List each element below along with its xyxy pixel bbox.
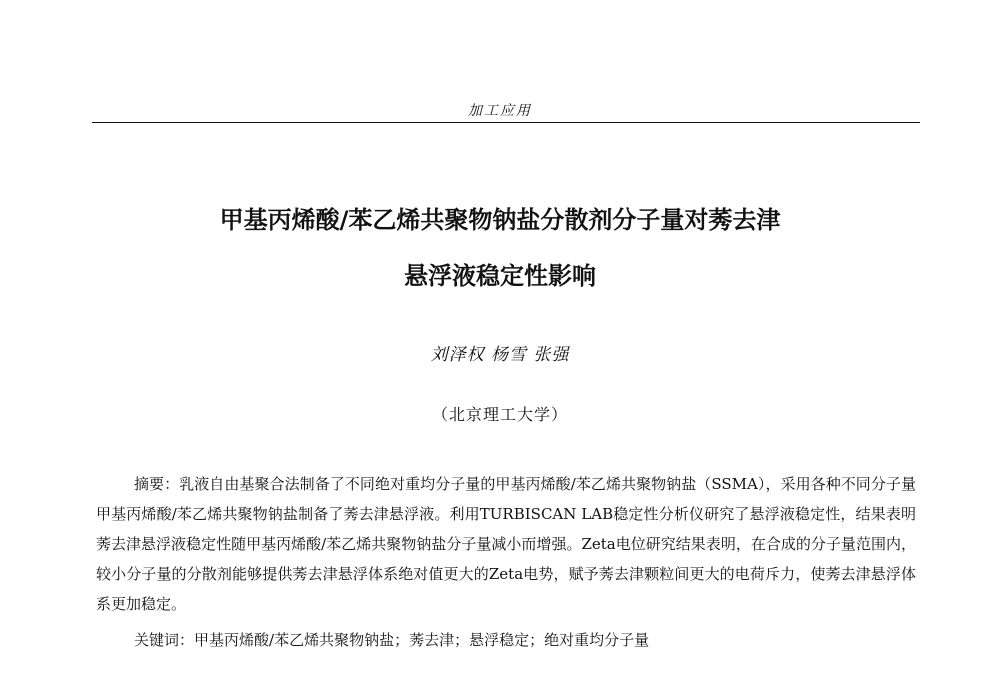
abstract-label: 摘要： bbox=[134, 475, 180, 493]
keywords bbox=[134, 628, 916, 652]
abstract-text: 乳液自由基聚合法制备了不同绝对重均分子量的甲基丙烯酸/苯乙烯共聚物钠盐（SSMA），采用各种不同分子量甲基丙烯酸/苯乙烯共聚物钠盐制备了莠去津悬浮液。利用TURBISCAN LAB稳定性分析仪研究了悬浮液稳定性，结果表明莠去津悬浮液稳定性随甲基丙烯酸/苯乙烯共聚物钠盐分子量减小而增强。Zeta电位研究结果表明，在合成的分子量范围内，较小分子量的分散剂能够提供莠去津悬浮体系绝对值更大的Zeta电势，赋予莠去津颗粒间更大的电荷斥力，使莠去津悬浮体系更加稳定。 bbox=[96, 475, 916, 613]
running-head: 加工应用 bbox=[468, 103, 532, 119]
keywords-text: 甲基丙烯酸/苯乙烯共聚物钠盐；莠去津；悬浮稳定；绝对重均分子量 bbox=[194, 631, 650, 649]
paper-title-line-2: 悬浮液稳定性影响 bbox=[404, 262, 596, 290]
header-rule bbox=[92, 122, 920, 123]
abstract bbox=[96, 469, 916, 619]
affiliation: （北京理工大学） bbox=[431, 405, 568, 424]
keywords-label: 关键词： bbox=[134, 631, 195, 649]
paper-title-line-1: 甲基丙烯酸/苯乙烯共聚物钠盐分散剂分子量对莠去津 bbox=[219, 206, 781, 234]
author-list: 刘泽权 杨雪 张强 bbox=[430, 345, 570, 365]
